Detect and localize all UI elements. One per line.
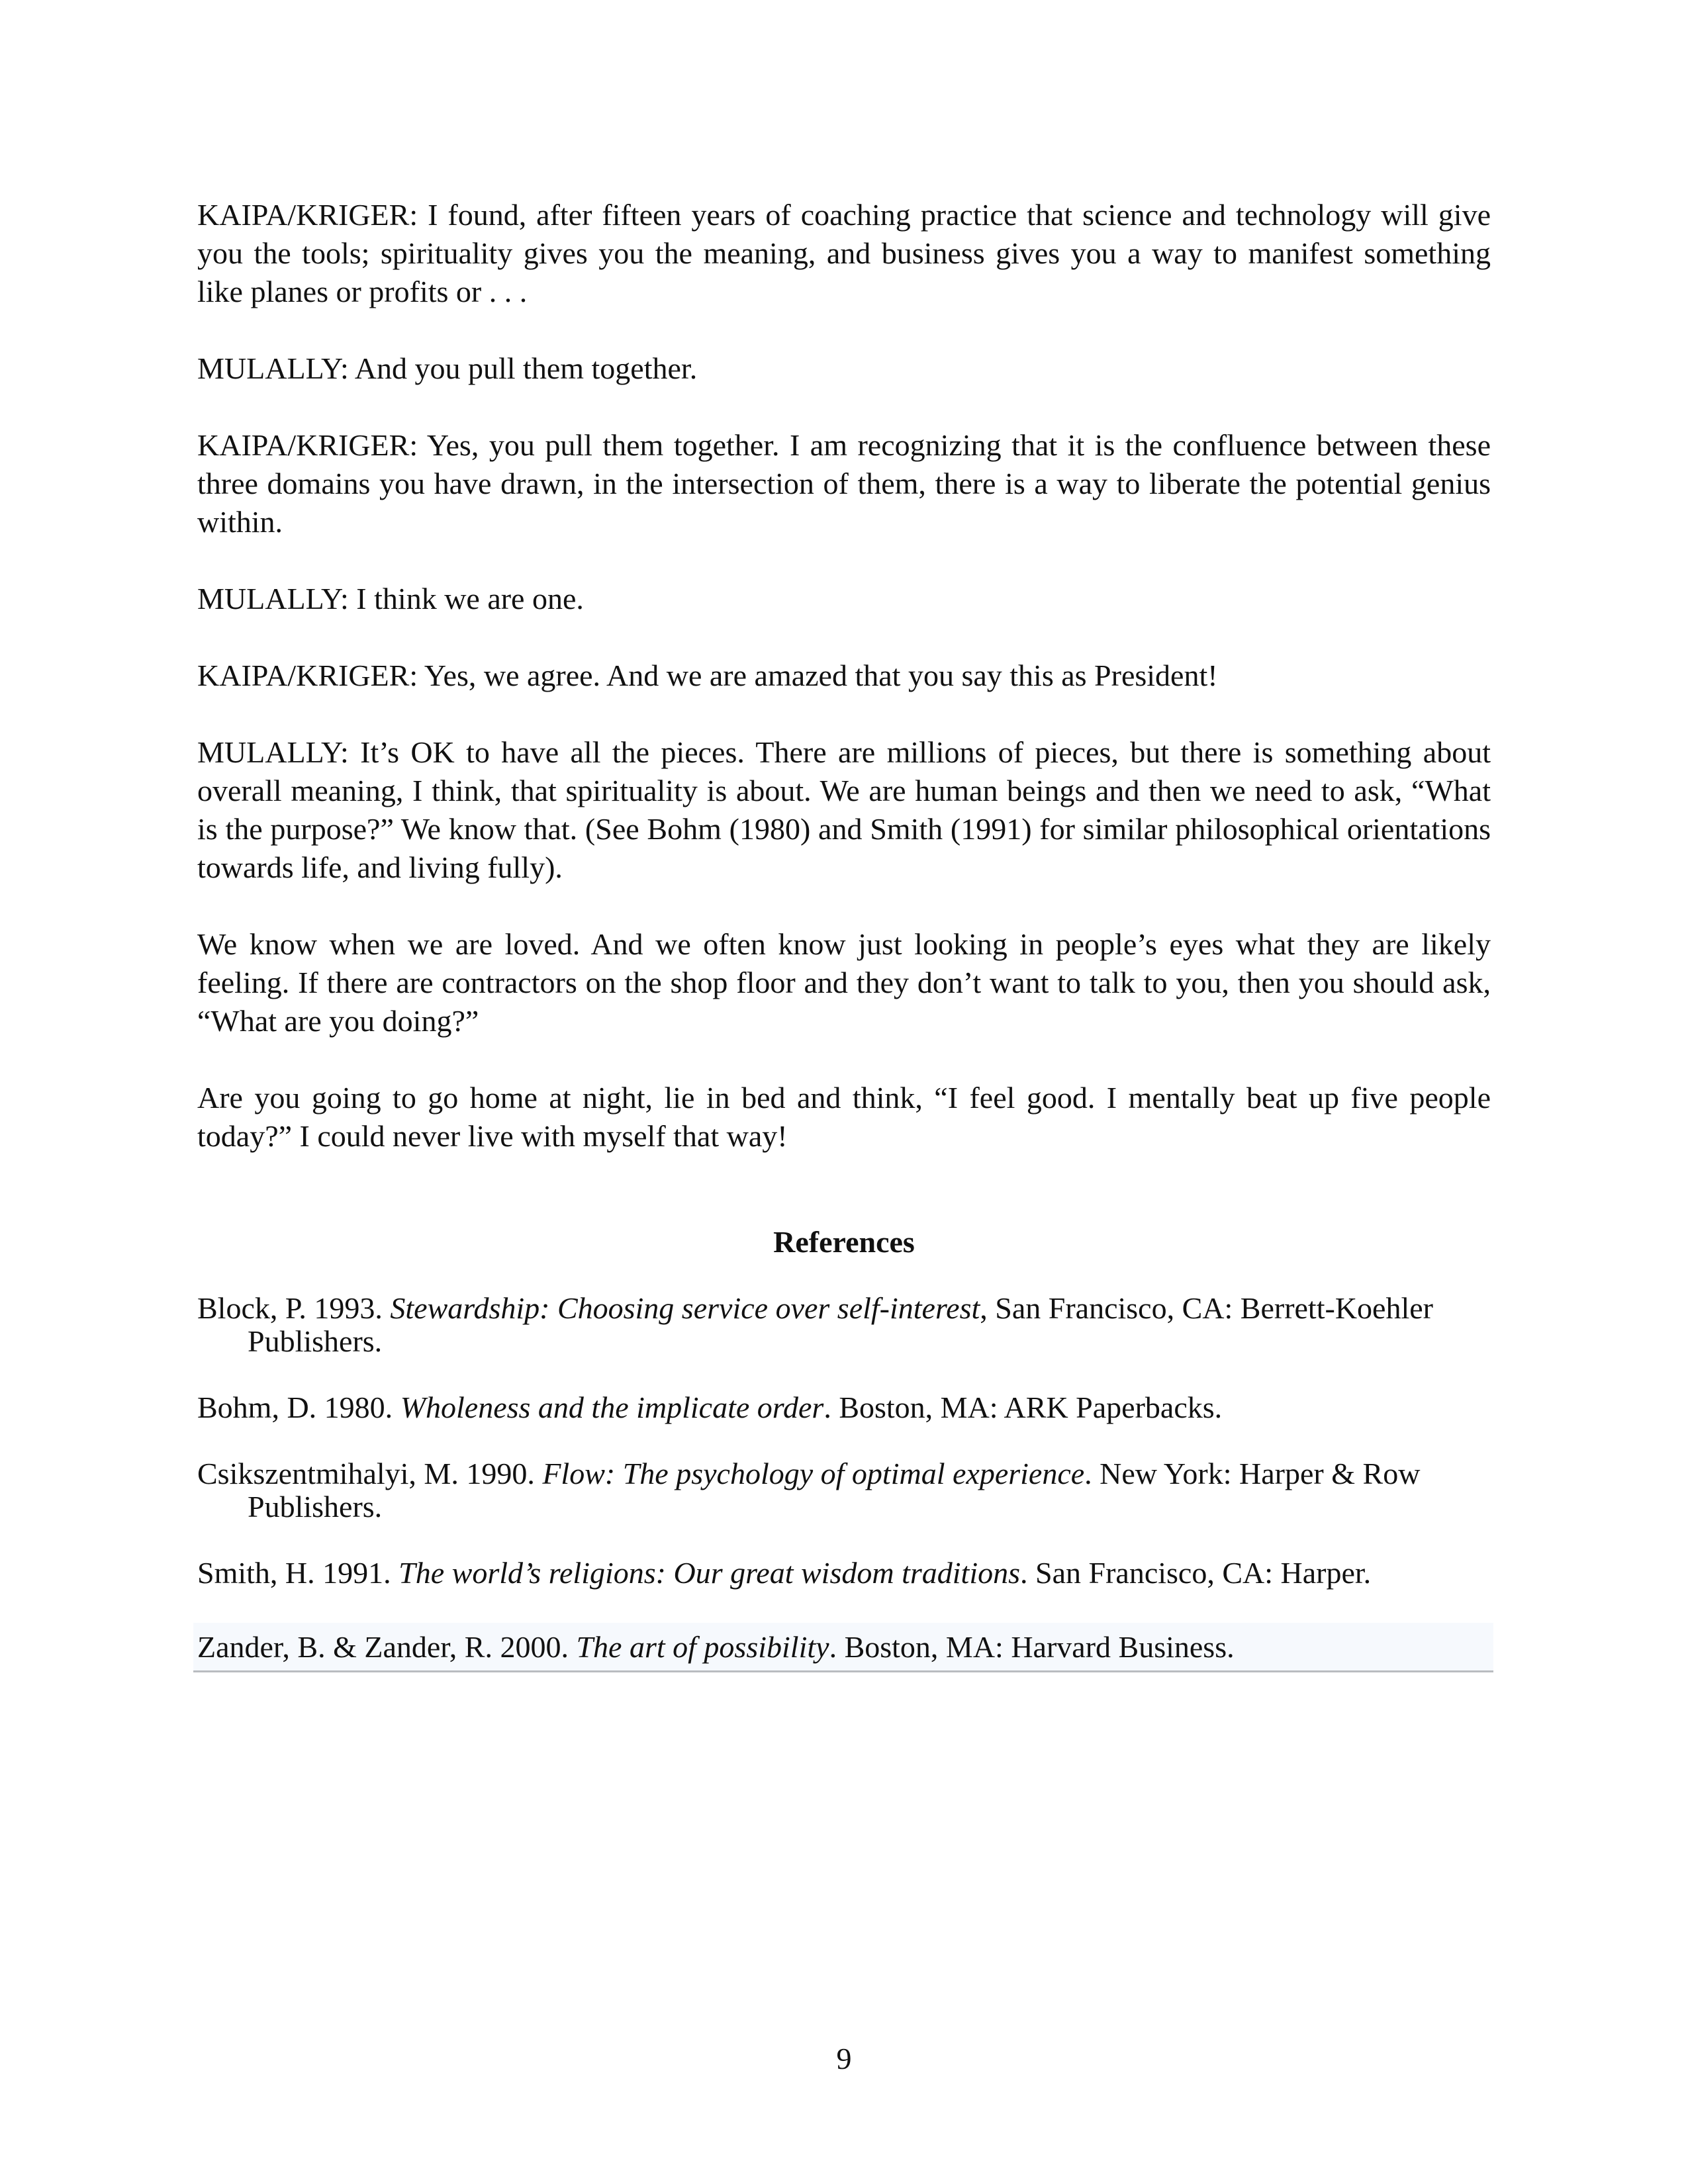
reference-item [197, 1457, 1495, 1524]
reference-publisher: . New York: Harper & Row Publishers. [248, 1457, 1421, 1524]
reference-publisher: . Boston, MA: Harvard Business. [829, 1630, 1235, 1664]
reference-author-year: Csikszentmihalyi, M. 1990. [197, 1457, 543, 1490]
reference-author-year: Bohm, D. 1980. [197, 1390, 400, 1424]
dialogue-paragraph-kaipa-3: KAIPA/KRIGER: Yes, we agree. And we are amazed that you say this as President! [197, 659, 1218, 692]
reference-item [197, 1557, 1495, 1590]
reference-publisher: . San Francisco, CA: Harper. [1020, 1556, 1372, 1590]
reference-item [197, 1391, 1495, 1424]
reference-title: The art of possibility [576, 1630, 829, 1664]
dialogue-paragraph-mulally-2: MULALLY: I think we are one. [197, 582, 584, 615]
dialogue-paragraph-continuation-2: Are you going to go home at night, lie in bed and think, “I feel good. I mentally beat up five people today?” I could never live with myself that way! [197, 1081, 1491, 1153]
dialogue-paragraph-kaipa-1: KAIPA/KRIGER: I found, after fifteen years of coaching practice that science and technology will give you the tools; spirituality gives you the meaning, and business gives you a way to manifest something like planes or profits or . . . [197, 198, 1491, 308]
reference-title: Wholeness and the implicate order [400, 1390, 824, 1424]
interview-transcript [197, 196, 1491, 1194]
page-number: 9 [836, 2042, 852, 2075]
reference-item-highlighted [193, 1623, 1493, 1672]
reference-author-year: Block, P. 1993. [197, 1291, 391, 1325]
references-list [197, 1292, 1495, 1706]
dialogue-paragraph-mulally-1: MULALLY: And you pull them together. [197, 351, 698, 385]
reference-title: The world’s religions: Our great wisdom traditions [399, 1556, 1021, 1590]
reference-publisher: . Boston, MA: ARK Paperbacks. [823, 1390, 1223, 1424]
reference-author-year: Zander, B. & Zander, R. 2000. [197, 1630, 577, 1664]
dialogue-paragraph-continuation-1: We know when we are loved. And we often know just looking in people’s eyes what they are likely feeling. If there are contractors on the shop floor and they don’t want to talk to you, then you should ask, “What are you doing?” [197, 927, 1491, 1038]
reference-title: Stewardship: Choosing service over self-interest [390, 1291, 980, 1325]
reference-item [197, 1292, 1495, 1358]
references-heading: References [773, 1225, 915, 1259]
reference-author-year: Smith, H. 1991. [197, 1556, 399, 1590]
dialogue-paragraph-kaipa-2: KAIPA/KRIGER: Yes, you pull them together. I am recognizing that it is the confluence between these three domains you have drawn, in the intersection of them, there is a way to liberate the potential genius within. [197, 428, 1491, 539]
reference-publisher: , San Francisco, CA: Berrett-Koehler Publishers. [248, 1291, 1433, 1358]
dialogue-paragraph-mulally-3: MULALLY: It’s OK to have all the pieces. There are millions of pieces, but there is something about overall meaning, I think, that spirituality is about. We are human beings and then we need to ask, “What is the purpose?” We know that. (See Bohm (1980) and Smith (1991) for similar philosophical orientations towards life, and living fully). [197, 735, 1491, 884]
reference-title: Flow: The psychology of optimal experience [542, 1457, 1085, 1490]
